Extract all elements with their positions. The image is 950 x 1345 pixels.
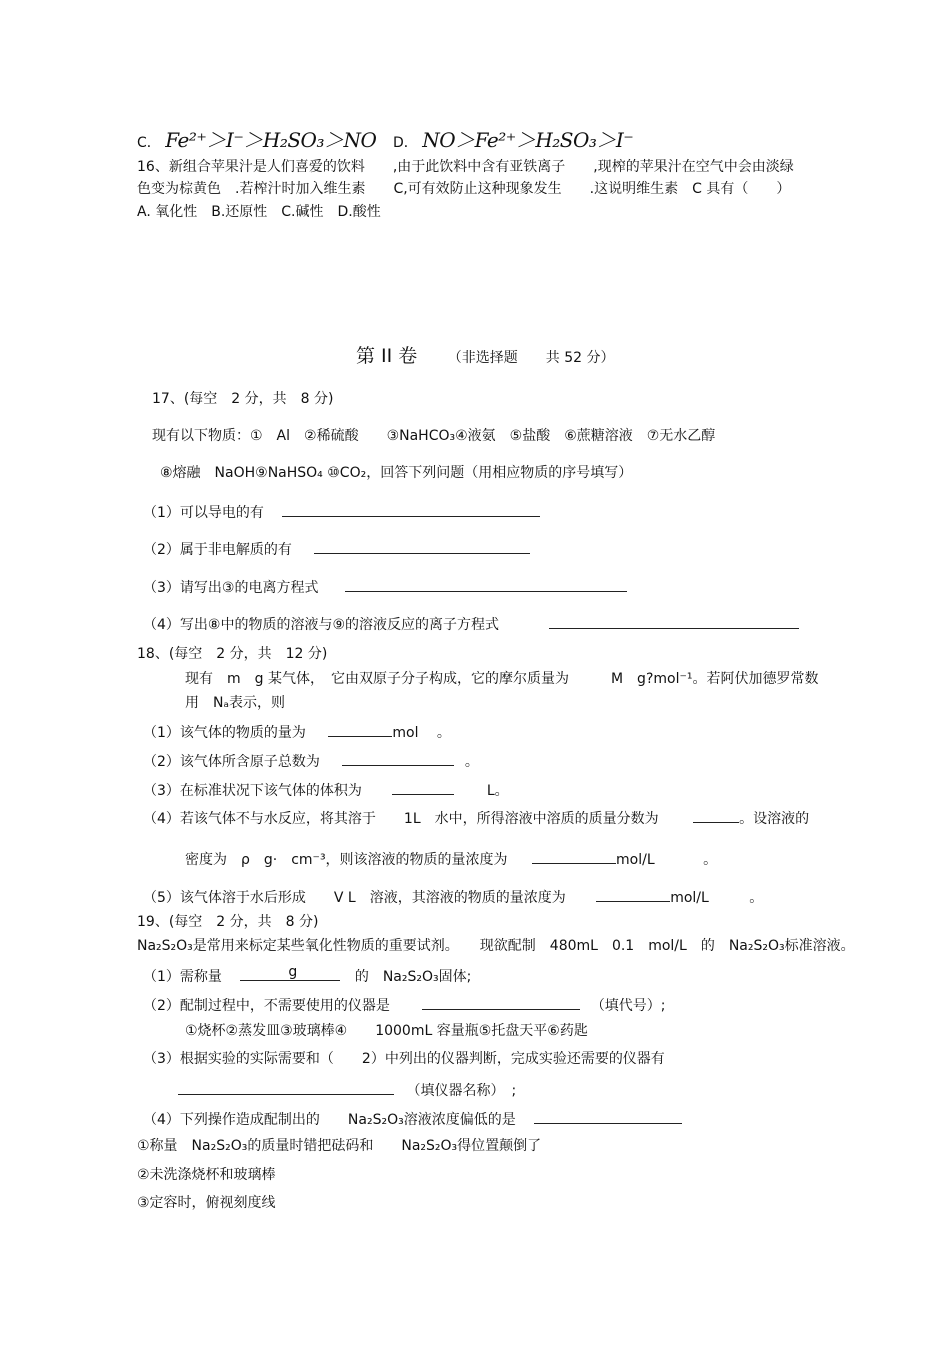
q17-sub-1 (143, 501, 540, 522)
q17-sub-1-answer-blank[interactable] (282, 501, 540, 517)
section-title-main: 第 II 卷 (356, 345, 418, 367)
q17-sub-4 (143, 613, 799, 634)
q18-intro-1: 现有 m g 某气体， 它由双原子分子构成，它的摩尔质量为 M g?mol⁻¹。若阿伏加德罗常数 (185, 671, 819, 687)
q19-intro: Na₂S₂O₃是常用来标定某些氧化性物质的重要试剂。 现欲配制 480mL 0.1 mol/L 的 Na₂S₂O₃标准溶液。 (137, 938, 855, 954)
q15-option-d-label: D． (393, 135, 418, 151)
q19-sub-1-answer-blank[interactable] (240, 965, 340, 981)
section-title (356, 347, 614, 367)
q18-sub-4 (143, 807, 809, 828)
q19-sub-1-text: （1）需称量 (143, 969, 222, 985)
q19-sub-1-text-cont: 的 Na₂S₂O₃固体; (354, 969, 472, 985)
q18-intro-2: 用 Nₐ表示，则 (185, 695, 285, 711)
q19-sub-2-text: （2）配制过程中，不需要使用的仪器是 (143, 998, 390, 1014)
q18-sub-4-unit: mol/L (616, 852, 655, 868)
q19-sub-3-answer-blank[interactable] (178, 1079, 394, 1095)
q19-sub-3-answer (178, 1079, 516, 1100)
q18-header: 18、(每空 2 分，共 12 分) (137, 646, 328, 662)
q17-sub-3-text: （3）请写出③的电离方程式 (143, 580, 319, 596)
q17-sub-3-answer-blank[interactable] (345, 576, 627, 592)
q18-sub-3-answer-blank[interactable] (392, 779, 454, 795)
q17-sub-1-text: （1）可以导电的有 (143, 505, 264, 521)
q19-sub-2-options: ①烧杯②蒸发皿③玻璃棒④ 1000mL 容量瓶⑤托盘天平⑥药匙 (185, 1023, 588, 1039)
q17-sub-4-text: （4）写出⑧中的物质的溶液与⑨的溶液反应的离子方程式 (143, 617, 500, 633)
q19-sub-3-end: （填仪器名称） ; (406, 1083, 517, 1099)
q18-sub-2-text: （2）该气体所含原子总数为 (143, 754, 320, 770)
q19-sub-2-answer-blank[interactable] (422, 994, 580, 1010)
q18-sub-5 (143, 886, 763, 907)
q15-option-d-formula: NO＞Fe²⁺＞H₂SO₃＞I⁻ (422, 128, 634, 152)
q19-item-2: ②未洗涤烧杯和玻璃棒 (137, 1167, 276, 1183)
q18-sub-3-unit: L。 (486, 783, 509, 799)
q18-sub-1 (143, 721, 451, 742)
q16-line-1: 16、新组合苹果汁是人们喜爱的饮料 ,由于此饮料中含有亚铁离子 ,现榨的苹果汁在空气中会由淡绿 (137, 159, 794, 175)
q18-sub-3 (143, 779, 509, 800)
q18-sub-5-end: 。 (749, 890, 764, 906)
q19-sub-2 (143, 994, 666, 1015)
q19-sub-4-answer-blank[interactable] (534, 1108, 682, 1124)
q19-sub-1-unit: g (288, 964, 298, 980)
q18-sub-4-text-cont: 。设溶液的 (739, 811, 810, 827)
q18-sub-4-end: 。 (703, 852, 718, 868)
q19-item-3: ③定容时，俯视刻度线 (137, 1195, 276, 1211)
q19-sub-2-end: （填代号）; (590, 998, 666, 1014)
q19-sub-3: （3）根据实验的实际需要和（ 2）中列出的仪器判断，完成实验还需要的仪器有 (143, 1051, 665, 1067)
q17-header: 17、(每空 2 分，共 8 分) (152, 391, 334, 407)
q18-sub-4-density (185, 848, 717, 869)
q15-option-d (393, 128, 634, 152)
q17-materials-line-1: 现有以下物质：① Al ②稀硫酸 ③NaHCO₃④液氨 ⑤盐酸 ⑥蔗糖溶液 ⑦无水乙醇 (152, 428, 716, 444)
q18-sub-4-text: （4）若该气体不与水反应，将其溶于 1L 水中，所得溶液中溶质的质量分数为 (143, 811, 659, 827)
q17-materials-line-2: ⑧熔融 NaOH⑨NaHSO₄ ⑩CO₂，回答下列问题（用相应物质的序号填写） (160, 465, 633, 481)
q19-sub-1 (143, 965, 471, 986)
section-title-subtitle: （非选择题 共 52 分） (447, 350, 615, 366)
q16-options: A. 氧化性 B.还原性 C.碱性 D.酸性 (137, 204, 381, 220)
q17-sub-2 (143, 538, 530, 559)
q15-option-c-label: C． (137, 135, 161, 151)
q18-sub-5-answer-blank[interactable] (596, 886, 670, 902)
q18-sub-4-density-text: 密度为 ρ g· cm⁻³，则该溶液的物质的量浓度为 (185, 852, 508, 868)
q16-line-2: 色变为棕黄色 .若榨汁时加入维生素 C,可有效防止这种现象发生 .这说明维生素 C 具有（ ） (137, 181, 791, 197)
q18-sub-1-text: （1）该气体的物质的量为 (143, 725, 306, 741)
q18-sub-4-mass-fraction-blank[interactable] (693, 807, 739, 823)
q18-sub-1-answer-blank[interactable] (328, 721, 392, 737)
q18-sub-1-unit: mol (392, 725, 419, 741)
q19-header: 19、(每空 2 分，共 8 分) (137, 914, 319, 930)
q18-sub-2-end: 。 (464, 754, 479, 770)
q17-sub-2-text: （2）属于非电解质的有 (143, 542, 292, 558)
q17-sub-4-answer-blank[interactable] (549, 613, 799, 629)
q18-sub-3-text: （3）在标准状况下该气体的体积为 (143, 783, 362, 799)
q17-sub-3 (143, 576, 627, 597)
q18-sub-2-answer-blank[interactable] (342, 750, 454, 766)
q18-sub-5-text: （5）该气体溶于水后形成 V L 溶液，其溶液的物质的量浓度为 (143, 890, 566, 906)
q18-sub-1-end: 。 (436, 725, 451, 741)
q19-item-1: ①称量 Na₂S₂O₃的质量时错把砝码和 Na₂S₂O₃得位置颠倒了 (137, 1138, 542, 1154)
q19-sub-4 (143, 1108, 682, 1129)
q18-sub-4-concentration-blank[interactable] (532, 848, 616, 864)
q15-option-c (137, 128, 377, 152)
q18-sub-5-unit: mol/L (670, 890, 709, 906)
q15-option-c-formula: Fe²⁺＞I⁻＞H₂SO₃＞NO (165, 128, 377, 152)
q17-sub-2-answer-blank[interactable] (314, 538, 530, 554)
q19-sub-4-text: （4）下列操作造成配制出的 Na₂S₂O₃溶液浓度偏低的是 (143, 1112, 516, 1128)
q18-sub-2 (143, 750, 479, 771)
